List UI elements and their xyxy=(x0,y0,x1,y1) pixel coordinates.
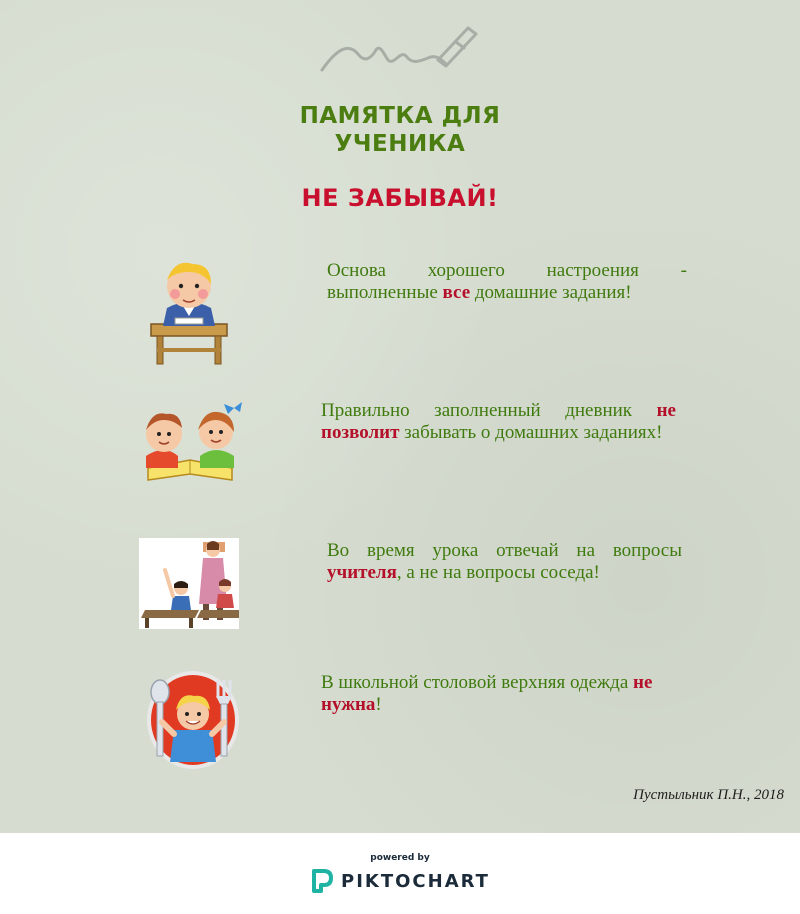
title-line-1: ПАМЯТКА ДЛЯ xyxy=(299,103,501,129)
scribble-decoration-icon xyxy=(318,20,483,75)
tip-text: ! xyxy=(375,694,382,715)
tip-text: Основа хорошего настроения - выполненные xyxy=(327,260,687,303)
tip-canteen-text xyxy=(321,672,681,716)
tip-diary-text xyxy=(321,400,676,444)
piktochart-brand-name: PIKTOCHART xyxy=(341,870,490,892)
author-credit: Пустыльник П.Н., 2018 xyxy=(633,787,784,803)
tip-homework-text xyxy=(327,260,687,304)
tip-emphasis: учителя xyxy=(327,562,397,583)
piktochart-footer xyxy=(0,833,800,914)
title-line-2: УЧЕНИКА xyxy=(334,131,466,157)
tip-lesson-text xyxy=(327,540,682,584)
tip-text: домашние задания! xyxy=(470,282,632,303)
piktochart-logo-icon xyxy=(311,869,333,893)
tip-text: Правильно заполненный дневник xyxy=(321,400,657,421)
tip-text: , а не на вопросы соседа! xyxy=(396,562,600,583)
powered-by-label: powered by xyxy=(370,853,430,863)
child-with-spoon-fork-icon xyxy=(146,670,240,770)
boy-writing-at-desk-icon xyxy=(145,256,233,366)
piktochart-logo-link[interactable] xyxy=(311,869,490,893)
tip-emphasis: не нужна xyxy=(321,672,653,715)
subtitle-dont-forget: НЕ ЗАБЫВАЙ! xyxy=(301,184,499,212)
tip-emphasis: не позволит xyxy=(321,400,676,443)
kids-reading-book-icon xyxy=(138,398,242,488)
tip-emphasis: все xyxy=(442,282,471,303)
classroom-raised-hand-icon xyxy=(139,538,239,629)
tip-text: Во время урока отвечай на вопросы xyxy=(327,540,682,561)
tip-text: В школьной столовой верхняя одежда xyxy=(321,672,633,693)
tip-text: забывать о домашних заданиях! xyxy=(399,422,663,443)
